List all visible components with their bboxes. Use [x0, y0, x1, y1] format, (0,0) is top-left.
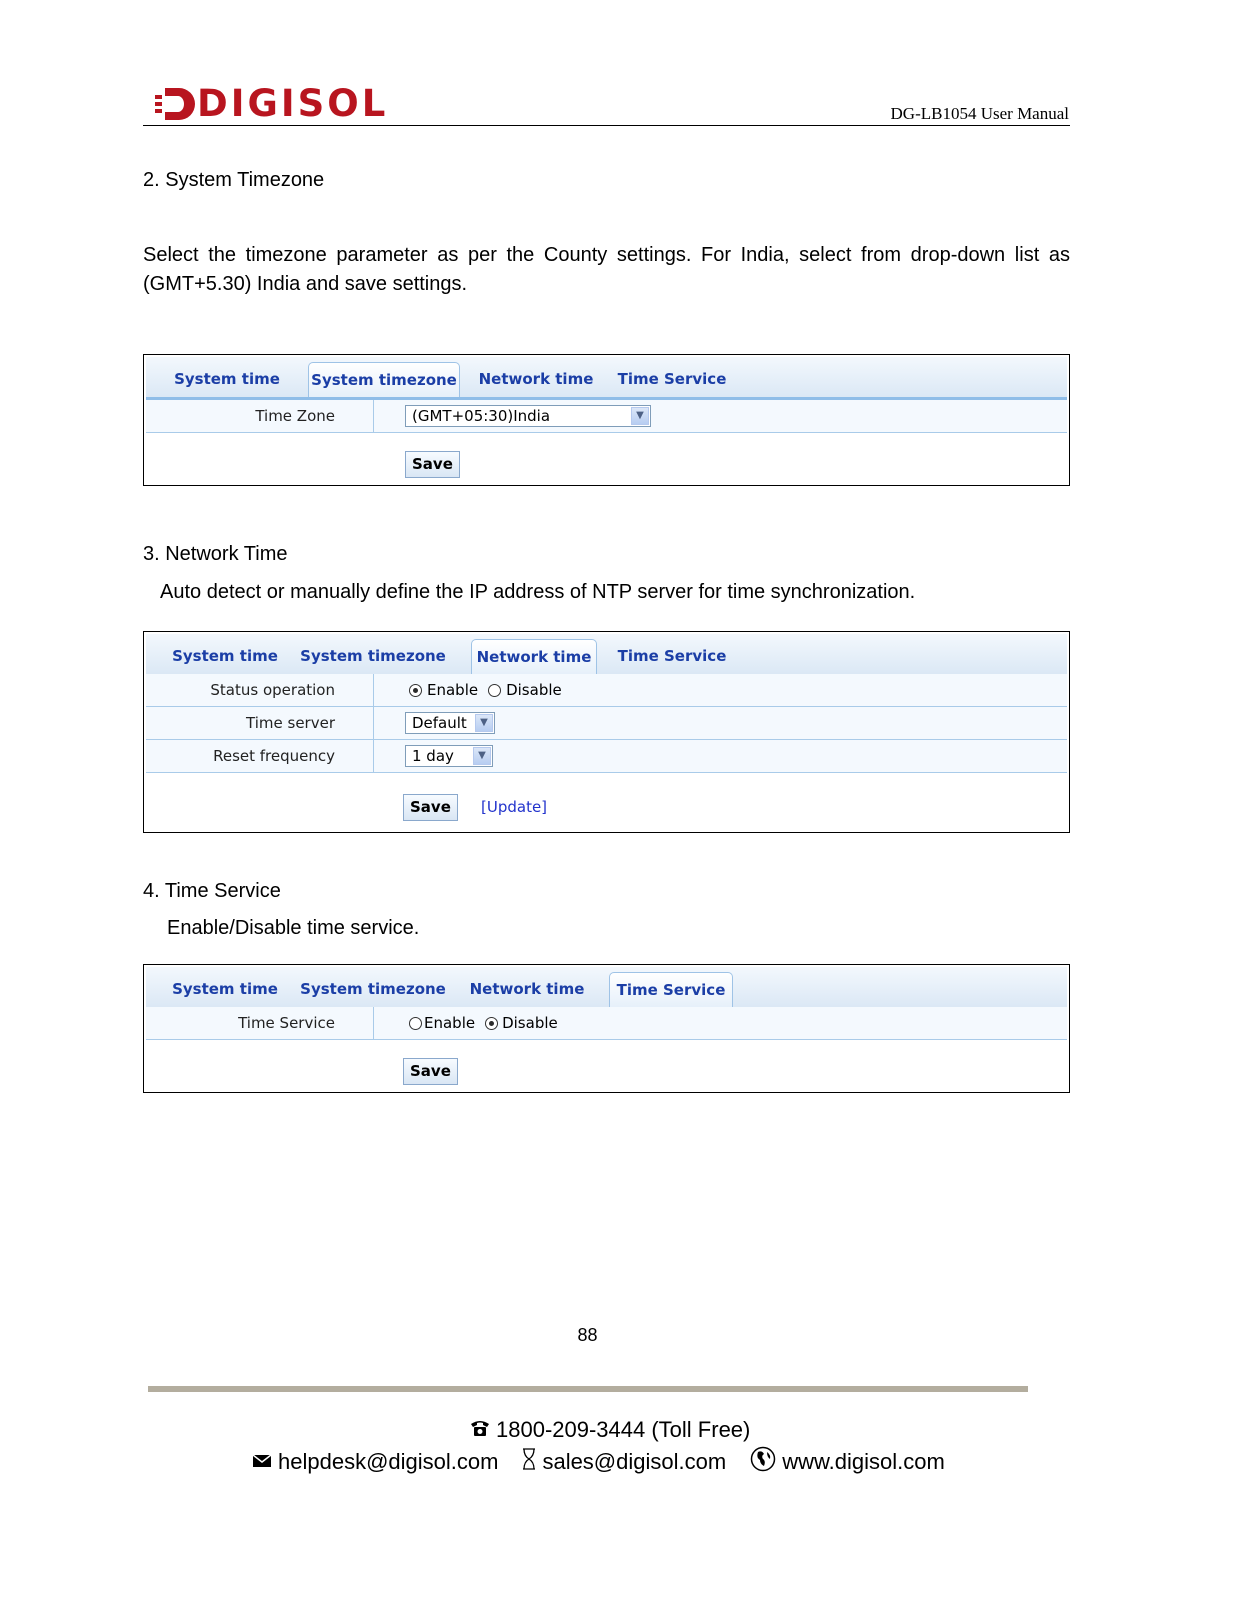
time-service-panel — [143, 964, 1070, 1093]
timezone-select[interactable] — [405, 405, 651, 427]
enable-radio-label: Enable — [427, 681, 479, 699]
section4-body: Enable/Disable time service. — [167, 917, 420, 939]
timezone-label: Time Zone — [146, 400, 374, 432]
logo-mark-icon — [155, 86, 195, 122]
logo-wordmark: DIGISOL — [197, 82, 389, 125]
tab-time-service[interactable]: Time Service — [609, 972, 733, 1007]
disable-radio-label: Disable — [502, 1014, 558, 1032]
section3-body: Auto detect or manually define the IP address of NTP server for time synchronization. — [160, 581, 916, 603]
section4-heading: 4. Time Service — [143, 880, 281, 902]
tab-system-time[interactable]: System time — [172, 980, 278, 998]
disable-radio[interactable] — [488, 684, 501, 697]
chevron-down-icon: ▼ — [631, 407, 649, 425]
time-server-select[interactable] — [405, 712, 495, 734]
save-button[interactable]: Save — [405, 451, 460, 478]
enable-radio[interactable] — [409, 684, 422, 697]
reset-frequency-value: 1 day — [412, 747, 454, 765]
footer-phone-line — [470, 1417, 750, 1443]
reset-frequency-row — [146, 740, 1067, 773]
chevron-down-icon: ▼ — [475, 714, 493, 732]
tab-system-time[interactable]: System time — [174, 370, 280, 388]
tab-system-timezone[interactable]: System timezone — [308, 362, 460, 397]
envelope-icon — [252, 1449, 272, 1475]
tab-time-service[interactable]: Time Service — [617, 370, 727, 388]
tab-time-service[interactable]: Time Service — [617, 647, 727, 665]
tab-network-time[interactable]: Network time — [469, 980, 585, 998]
chevron-down-icon: ▼ — [473, 747, 491, 765]
update-link[interactable]: [Update] — [481, 798, 548, 816]
disable-radio-label: Disable — [506, 681, 562, 699]
tab-system-timezone[interactable]: System timezone — [300, 980, 446, 998]
enable-radio-label: Enable — [424, 1014, 476, 1032]
timezone-panel — [143, 354, 1070, 486]
network-time-panel — [143, 631, 1070, 833]
save-button[interactable]: Save — [403, 1058, 458, 1085]
header-divider — [143, 125, 1070, 126]
enable-radio[interactable] — [409, 1017, 422, 1030]
section3-heading: 3. Network Time — [143, 543, 288, 565]
time-service-row — [146, 1007, 1067, 1040]
footer-contact-line — [252, 1446, 945, 1478]
section2-heading: 2. System Timezone — [143, 169, 325, 191]
timezone-select-value: (GMT+05:30)India — [412, 407, 551, 425]
tab-system-timezone[interactable]: System timezone — [300, 647, 446, 665]
hourglass-icon — [522, 1448, 536, 1476]
section2-body: Select the timezone parameter as per the County settings. For India, select from drop-down list as (GMT+5.30) India and save settings. — [143, 244, 1070, 295]
page-number: 88 — [577, 1325, 598, 1345]
tab-network-time[interactable]: Network time — [471, 639, 597, 674]
time-server-row — [146, 707, 1067, 740]
tab-bar — [146, 357, 1067, 400]
footer-phone: 1800-209-3444 (Toll Free) — [496, 1417, 751, 1442]
reset-frequency-select[interactable] — [405, 745, 493, 767]
manual-title: DG-LB1054 User Manual — [890, 104, 1069, 123]
status-operation-label: Status operation — [146, 674, 374, 706]
tab-network-time[interactable]: Network time — [478, 370, 594, 388]
telephone-icon — [470, 1417, 490, 1443]
globe-icon — [750, 1446, 776, 1478]
time-service-label: Time Service — [146, 1007, 374, 1039]
digisol-logo — [155, 84, 388, 124]
footer-website[interactable]: www.digisol.com — [782, 1449, 945, 1474]
tab-bar — [146, 634, 1067, 677]
time-server-label: Time server — [146, 707, 374, 739]
tab-system-time[interactable]: System time — [172, 647, 278, 665]
save-button[interactable]: Save — [403, 794, 458, 821]
footer-divider — [148, 1386, 1028, 1392]
disable-radio[interactable] — [485, 1017, 498, 1030]
footer-sales-email[interactable]: sales@digisol.com — [542, 1449, 727, 1474]
footer-helpdesk-email[interactable]: helpdesk@digisol.com — [278, 1449, 499, 1474]
status-operation-row — [146, 674, 1067, 707]
timezone-row — [146, 400, 1067, 433]
reset-frequency-label: Reset frequency — [146, 740, 374, 772]
time-server-value: Default — [412, 714, 467, 732]
tab-bar — [146, 967, 1067, 1010]
